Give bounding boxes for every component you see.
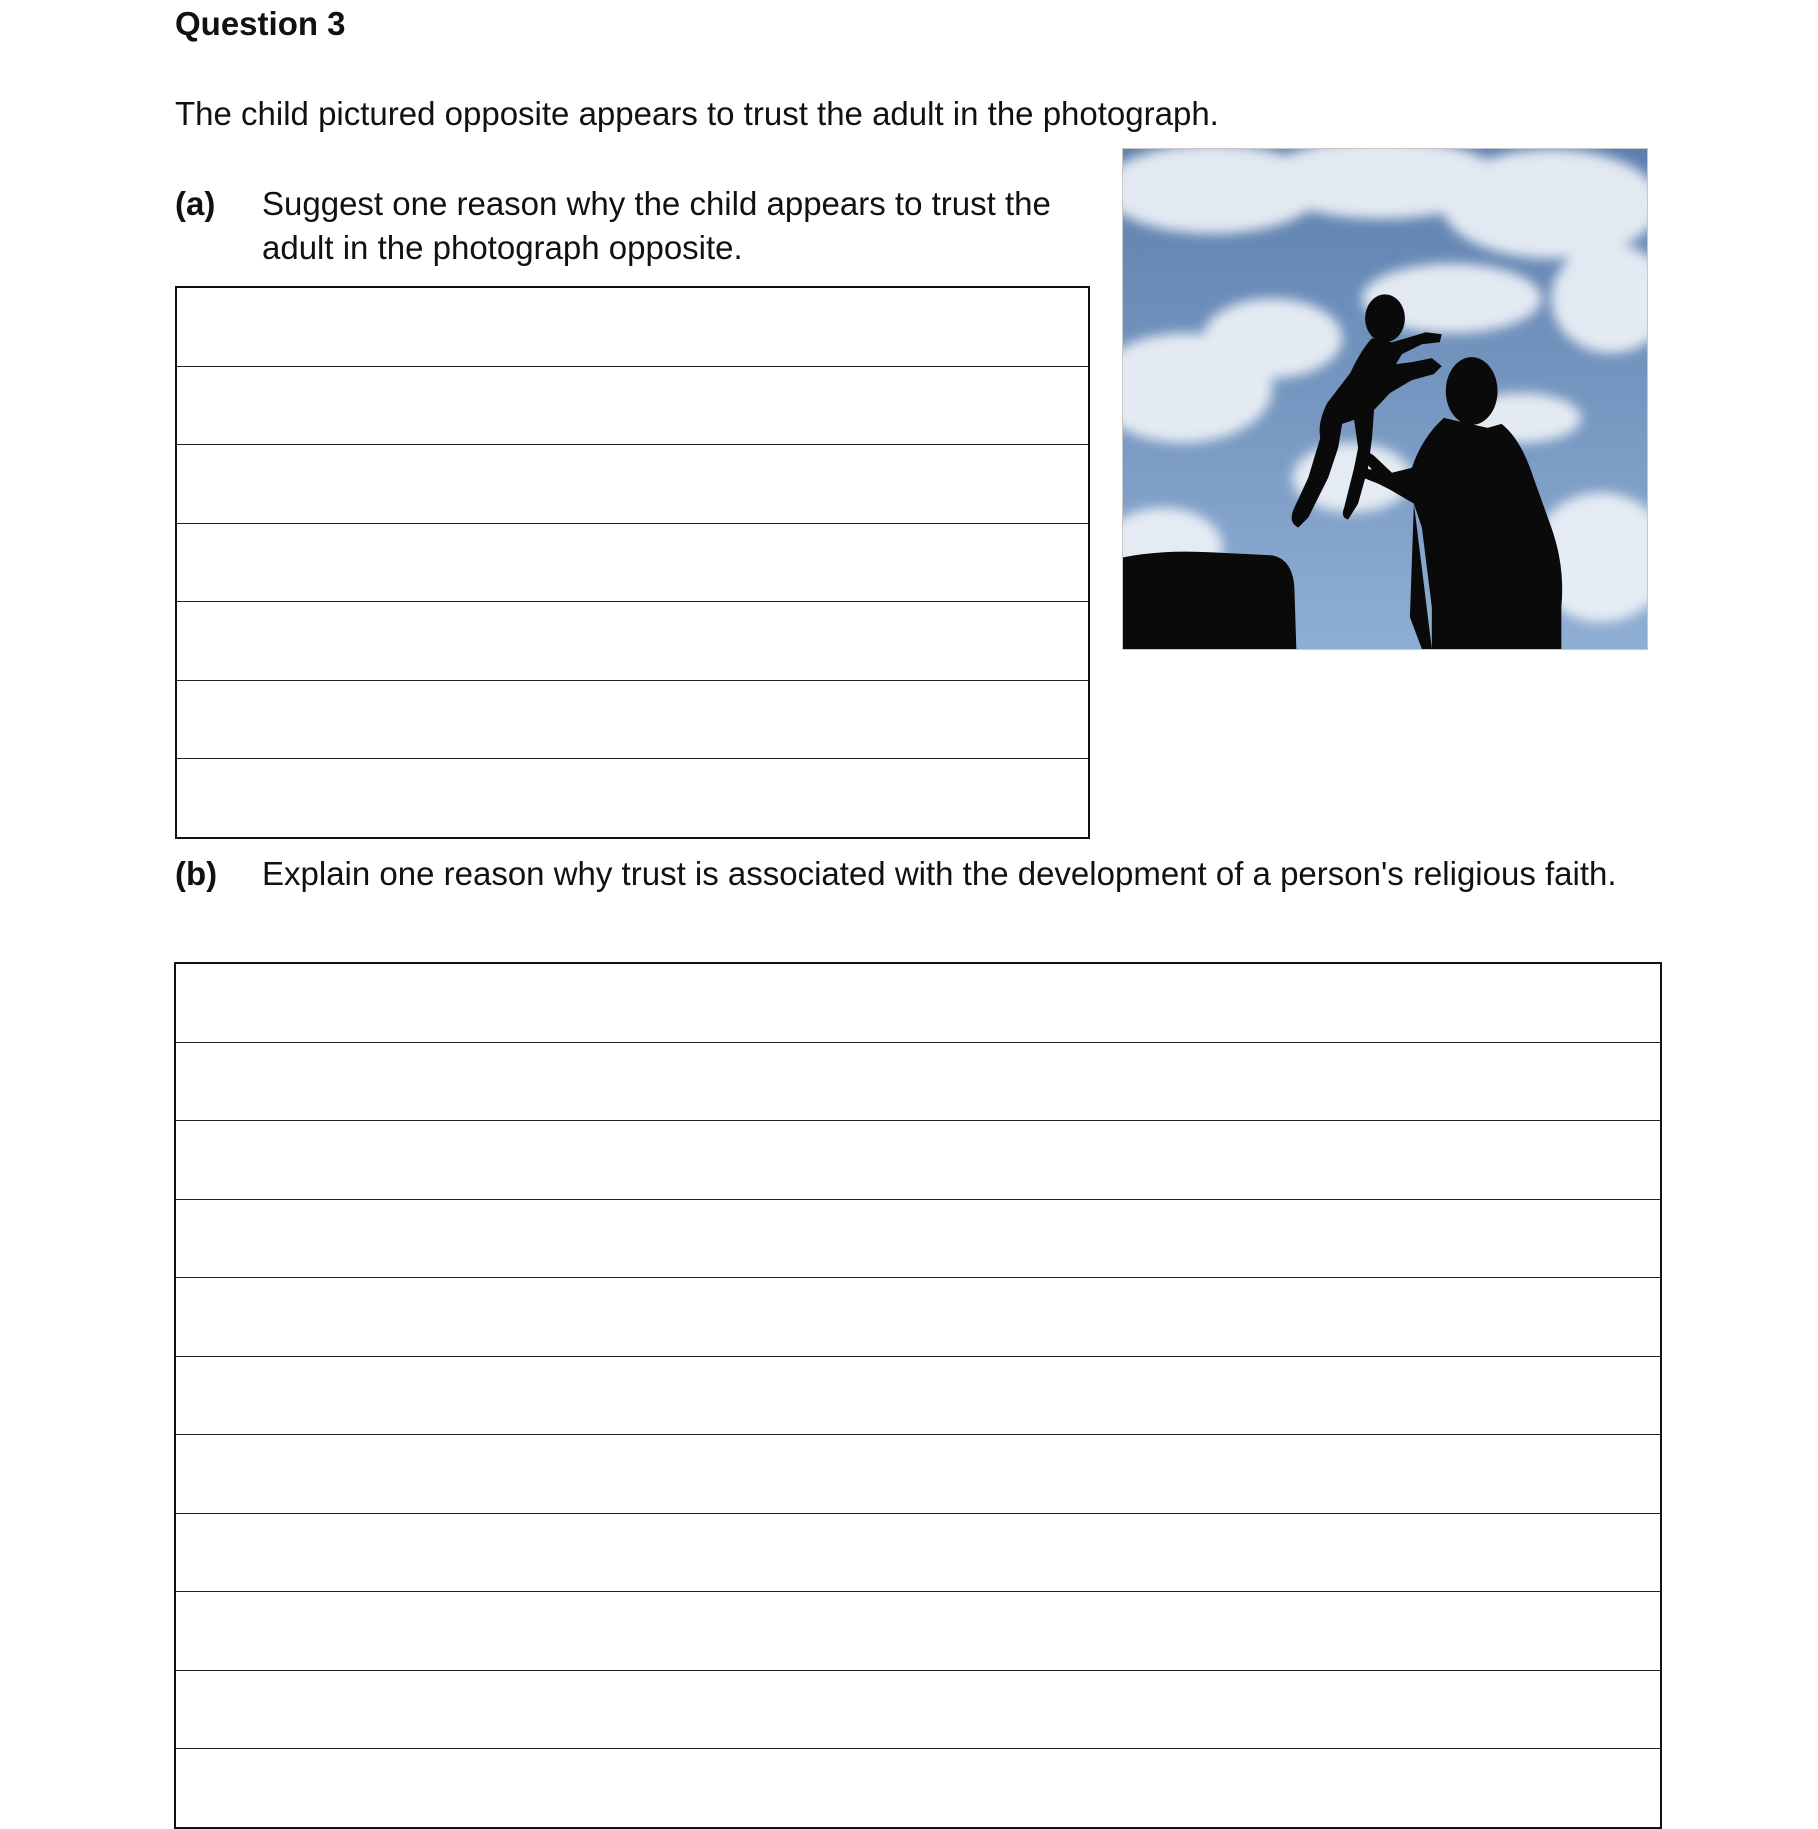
answer-line[interactable] bbox=[176, 1592, 1660, 1671]
answer-line[interactable] bbox=[176, 1043, 1660, 1122]
answer-line[interactable] bbox=[176, 964, 1660, 1043]
adult-head bbox=[1446, 357, 1498, 425]
answer-line[interactable] bbox=[177, 288, 1088, 367]
answer-line[interactable] bbox=[176, 1357, 1660, 1436]
rock-ledge bbox=[1123, 552, 1296, 649]
answer-line[interactable] bbox=[176, 1514, 1660, 1593]
answer-line[interactable] bbox=[177, 681, 1088, 760]
answer-line[interactable] bbox=[176, 1278, 1660, 1357]
answer-line[interactable] bbox=[176, 1435, 1660, 1514]
answer-line[interactable] bbox=[177, 367, 1088, 446]
answer-line[interactable] bbox=[176, 1200, 1660, 1279]
answer-line[interactable] bbox=[177, 759, 1088, 837]
answer-line[interactable] bbox=[176, 1121, 1660, 1200]
question-title: Question 3 bbox=[175, 5, 346, 42]
part-b-prompt: Explain one reason why trust is associated with the development of a person's religious faith. bbox=[262, 855, 1617, 892]
part-b-label: (b) bbox=[175, 855, 218, 892]
answer-line[interactable] bbox=[176, 1749, 1660, 1827]
child-head bbox=[1365, 294, 1405, 342]
part-a-prompt: Suggest one reason why the child appears to trust the adult in the photograph opposite. bbox=[262, 185, 1051, 266]
trust-photograph bbox=[1122, 148, 1648, 650]
answer-line[interactable] bbox=[176, 1671, 1660, 1750]
answer-line[interactable] bbox=[177, 445, 1088, 524]
part-a-answer-box[interactable] bbox=[175, 286, 1090, 839]
answer-line[interactable] bbox=[177, 524, 1088, 603]
answer-line[interactable] bbox=[177, 602, 1088, 681]
part-a-label: (a) bbox=[175, 185, 216, 222]
part-b-answer-box[interactable] bbox=[174, 962, 1662, 1829]
photo-illustration bbox=[1123, 149, 1647, 649]
question-intro: The child pictured opposite appears to trust the adult in the photograph. bbox=[175, 95, 1219, 132]
